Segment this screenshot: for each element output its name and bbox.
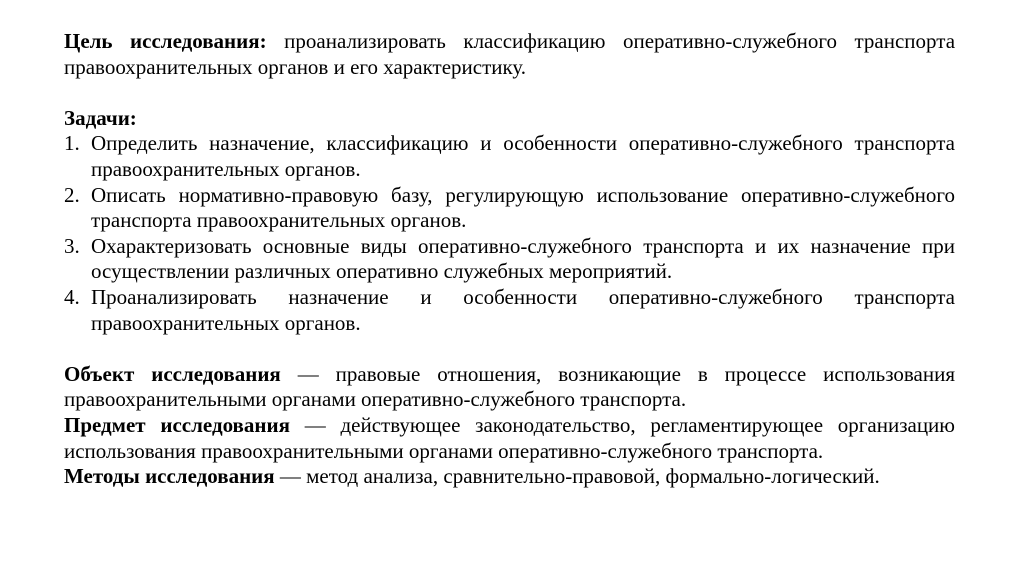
task-text: Охарактеризовать основные виды оперативно-служебного транспорта и их назначение при осуществлении различных оперативно служебных мероприятий. [91, 233, 955, 284]
goal-text: проанализировать классификацию оперативно-служебного транспорта правоохранительных органов и его характеристику. [64, 29, 956, 79]
object-paragraph [64, 362, 955, 413]
methods-label: Методы исследования [64, 464, 275, 489]
subject-paragraph [64, 413, 955, 464]
spacer [64, 80, 955, 106]
tasks-heading: Задачи: [64, 105, 137, 130]
object-label: Объект исследования [64, 361, 281, 386]
task-number: 4. [64, 284, 80, 309]
subject-label: Предмет исследования [64, 412, 290, 437]
tasks-heading-paragraph [64, 106, 955, 132]
methods-paragraph [64, 464, 955, 490]
document-page [64, 29, 955, 490]
object-text: — правовые отношения, возникающие в процессе использования правоохранительными органами оперативно-служебного транспорта. [64, 361, 955, 412]
task-number: 3. [64, 233, 80, 258]
task-number: 2. [64, 182, 80, 207]
task-item [64, 285, 955, 336]
task-text: Описать нормативно-правовую базу, регулирующую использование оперативно-служебного транспорта правоохранительных органов. [91, 182, 955, 233]
goal-label: Цель исследования: [64, 29, 267, 53]
subject-text: — действующее законодательство, регламентирующее организацию использования правоохранительными органами оперативно-служебного транспорта. [64, 412, 955, 463]
task-number: 1. [64, 131, 80, 156]
task-item [64, 131, 955, 182]
goal-paragraph [64, 29, 955, 80]
task-text: Проанализировать назначение и особенности оперативно-служебного транспорта правоохранительных органов. [91, 284, 955, 335]
methods-text: — метод анализа, сравнительно-правовой, формально-логический. [279, 464, 880, 489]
task-item [64, 234, 955, 285]
spacer [64, 336, 955, 362]
task-text: Определить назначение, классификацию и особенности оперативно-служебного транспорта правоохранительных органов. [91, 131, 955, 181]
task-item [64, 183, 955, 234]
